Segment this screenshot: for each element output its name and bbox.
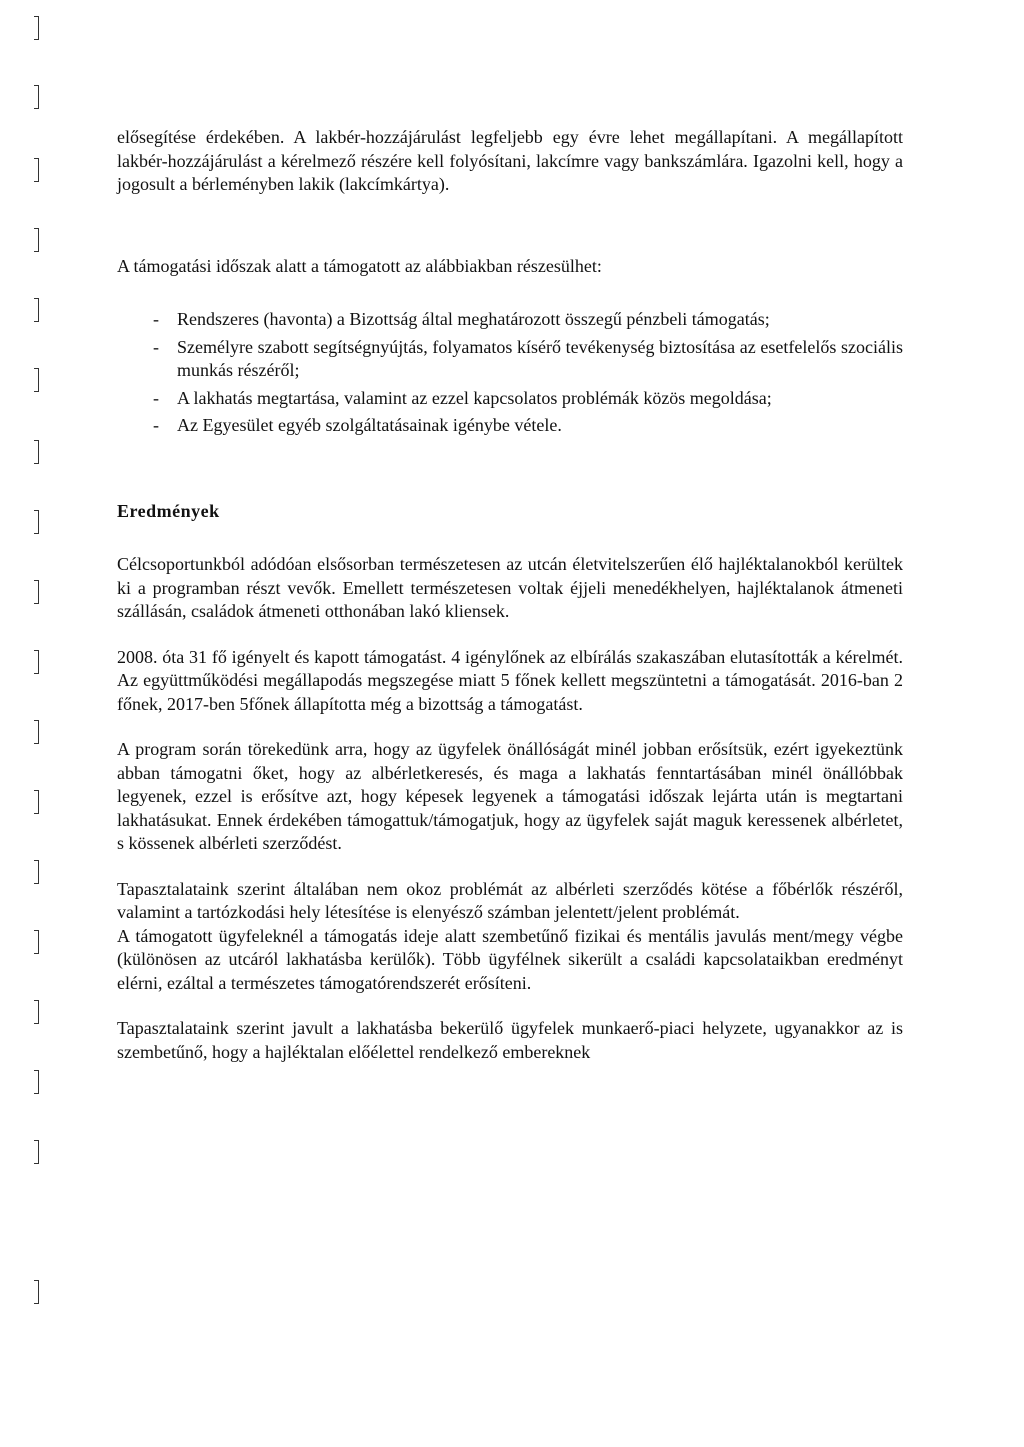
binding-mark: [34, 580, 39, 604]
binding-mark: [34, 228, 39, 252]
list-intro: A támogatási időszak alatt a támogatott az alábbiakban részesülhet:: [117, 255, 602, 276]
binding-mark: [34, 16, 39, 40]
paragraph: A program során törekedünk arra, hogy az ügyfelek önállóságát minél jobban erősítsük, ezért igyekeztünk abban támogatni őket, hogy az albérletkeresés, és maga a lakhatás fenntartásában minél önállóbbak legyenek, ezzel is erősítve azt, hogy képesek legyenek a támogatási időszak lejárta után is megtartani lakhatásukat. Ennek érdekében támogattuk/támogatjuk, hogy az ügyfelek saját maguk keressenek albérletet, s kössenek albérleti szerződést.: [117, 739, 903, 853]
binding-mark: [34, 930, 39, 954]
binding-mark: [34, 510, 39, 534]
list-marker: -: [153, 309, 159, 329]
binding-mark: [34, 720, 39, 744]
paragraph: A támogatott ügyfeleknél a támogatás ideje alatt szembetűnő fizikai és mentális javulás ment/megy végbe (különösen az utcáról lakhatásba kerülők). Több ügyfélnek sikerült a családi kapcsolataikban eredményt elérni, ezáltal a természetes támogatórendszerét erősíteni.: [117, 925, 903, 993]
paragraph: Tapasztalataink szerint javult a lakhatásba bekerülő ügyfelek munkaerő-piaci helyzete, ugyanakkor az is szembetűnő, hogy a hajléktalan előélettel rendelkező embereknek: [117, 1018, 903, 1062]
list-item: - A lakhatás megtartása, valamint az ezzel kapcsolatos problémák közös megoldása;: [117, 387, 903, 411]
binding-mark: [34, 85, 39, 109]
list-item: - Az Egyesület egyéb szolgáltatásainak igénybe vétele.: [117, 414, 903, 438]
paragraph: Célcsoportunkból adódóan elsősorban természetesen az utcán életvitelszerűen élő hajléktalanokból kerültek ki a programban részt vevők. Emellett természetesen voltak éjjeli menedékhelyen, hajléktalanok átmeneti szállásán, családok átmeneti otthonában lakó kliensek.: [117, 554, 903, 621]
list-marker: -: [153, 336, 159, 357]
paragraph: elősegítése érdekében. A lakbér-hozzájárulást legfeljebb egy évre lehet megállapítani. A megállapított lakbér-hozzájárulást a kérelmező részére kell folyósítani, lakcímre vagy bankszámlára. Igazolni kell, hogy a jogosult a bérleményben lakik (lakcímkártya).: [117, 127, 903, 194]
binding-mark: [34, 860, 39, 884]
list-marker: -: [153, 415, 159, 435]
list-marker: -: [153, 387, 159, 408]
binding-mark: [34, 158, 39, 182]
paragraph: 2008. óta 31 fő igényelt és kapott támogatást. 4 igénylőnek az elbírálás szakaszában elutasították a kérelmét. Az együttműködési megállapodás megszegése miatt 5 főnek kellett megszüntetni a támogatását. 2016-ban 2 főnek, 2017-ben 5főnek állapította még a bizottság a támogatást.: [117, 646, 903, 714]
binding-mark: [34, 1070, 39, 1094]
document-body: [117, 126, 903, 1064]
paragraph: Tapasztalataink szerint általában nem okoz problémát az albérleti szerződés kötése a főbérlők részéről, valamint a tartózkodási hely létesítése is elenyésző számban jelentett/jelent problémát.: [117, 878, 903, 922]
binding-mark: [34, 298, 39, 322]
list-item: - Rendszeres (havonta) a Bizottság által meghatározott összegű pénzbeli támogatás;: [117, 308, 903, 332]
binding-mark: [34, 1000, 39, 1024]
binding-mark: [34, 1280, 39, 1304]
binding-mark: [34, 790, 39, 814]
list-item: - Személyre szabott segítségnyújtás, folyamatos kísérő tevékenység biztosítása az esetfelelős szociális munkás részéről;: [153, 336, 903, 380]
support-list: [117, 308, 903, 438]
binding-mark: [34, 650, 39, 674]
section-heading: Eredmények: [117, 500, 220, 521]
binding-mark: [34, 368, 39, 392]
binding-mark: [34, 440, 39, 464]
binding-mark: [34, 1140, 39, 1164]
